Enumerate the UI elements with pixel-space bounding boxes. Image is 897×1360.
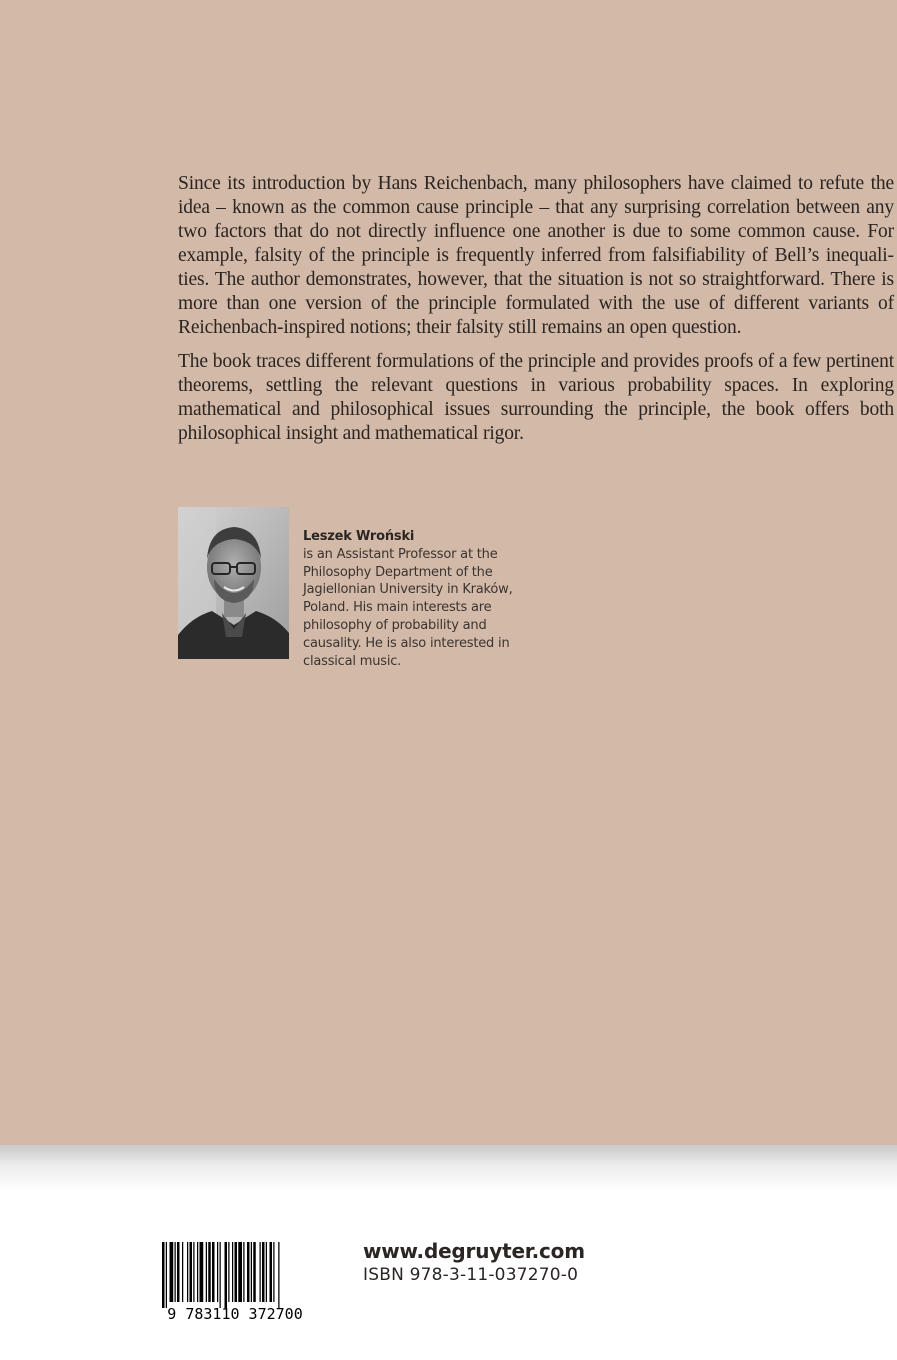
author-name: Leszek Wroński [303, 529, 415, 544]
barcode-bar [197, 1242, 198, 1302]
barcode-bar [212, 1242, 215, 1302]
isbn-barcode [150, 1240, 320, 1322]
book-description [178, 172, 894, 456]
barcode-bar [266, 1242, 267, 1302]
barcode-bar [177, 1242, 180, 1302]
barcode-bar [235, 1242, 238, 1302]
cover-fold-shadow [0, 1145, 897, 1190]
barcode-bar [243, 1242, 244, 1302]
barcode-bar [278, 1242, 279, 1308]
barcode-bar [162, 1242, 165, 1308]
author-description: is an Assistant Professor at the Philosophy Department of the Jagiellonian University in Kraków, Poland. His main interests are philosophy of probability and causality. He is also interested in classical music. [303, 546, 513, 669]
publisher-website[interactable]: www.degruyter.com [363, 1239, 585, 1263]
author-bio [303, 528, 543, 670]
barcode-bar [225, 1242, 228, 1308]
description-paragraph-2: The book traces different formulations of the principle and provides proofs of a few pertinent theorems, settling the relevant questions in various probability spaces. In exploring mathematical and philosophical issues surrounding the principle, the book offers both philosophical insight and mathematical rigor. [178, 351, 894, 444]
barcode-bar [270, 1242, 273, 1302]
barcode-bar [232, 1242, 233, 1302]
barcode-bar [220, 1242, 221, 1308]
isbn-number: ISBN 978-3-11-037270-0 [363, 1265, 579, 1285]
barcode-bar [187, 1242, 188, 1302]
barcode-digits: 9 783110 372700 [167, 1305, 303, 1322]
barcode-bar [206, 1242, 207, 1302]
barcode-bar [262, 1242, 265, 1302]
description-paragraph-1: Since its introduction by Hans Reichenbach, many philosophers have claimed to refute the idea – known as the common cause principle – that any surprising correlation between any two factors that do not directly influence one another is due to some common cause. For example, falsity of the principle is frequently inferred from falsifiability of Bell’s inequalities. The author demonstrates, however, that the situation is not so straightforward. There is more than one version of the principle formulated with the use of different variants of Reichenbach-inspired notions; their falsity still remains an open question. [178, 173, 894, 338]
barcode-bar [247, 1242, 250, 1302]
barcode-bar [190, 1242, 193, 1302]
barcode-bar [251, 1242, 252, 1302]
barcode-bar [273, 1242, 274, 1302]
author-photo [178, 507, 289, 659]
barcode-bar [208, 1242, 211, 1302]
barcode-bar [200, 1242, 204, 1302]
barcode-bar [217, 1242, 218, 1302]
barcode-bar [175, 1242, 176, 1302]
barcode-bar [253, 1242, 256, 1302]
barcode-bar [166, 1242, 167, 1308]
barcode-bar [182, 1242, 183, 1302]
barcode-bar [238, 1242, 242, 1302]
barcode-bar [193, 1242, 194, 1302]
barcode-bar [260, 1242, 261, 1302]
barcode-bar [228, 1242, 229, 1302]
barcode-bar [170, 1242, 174, 1302]
